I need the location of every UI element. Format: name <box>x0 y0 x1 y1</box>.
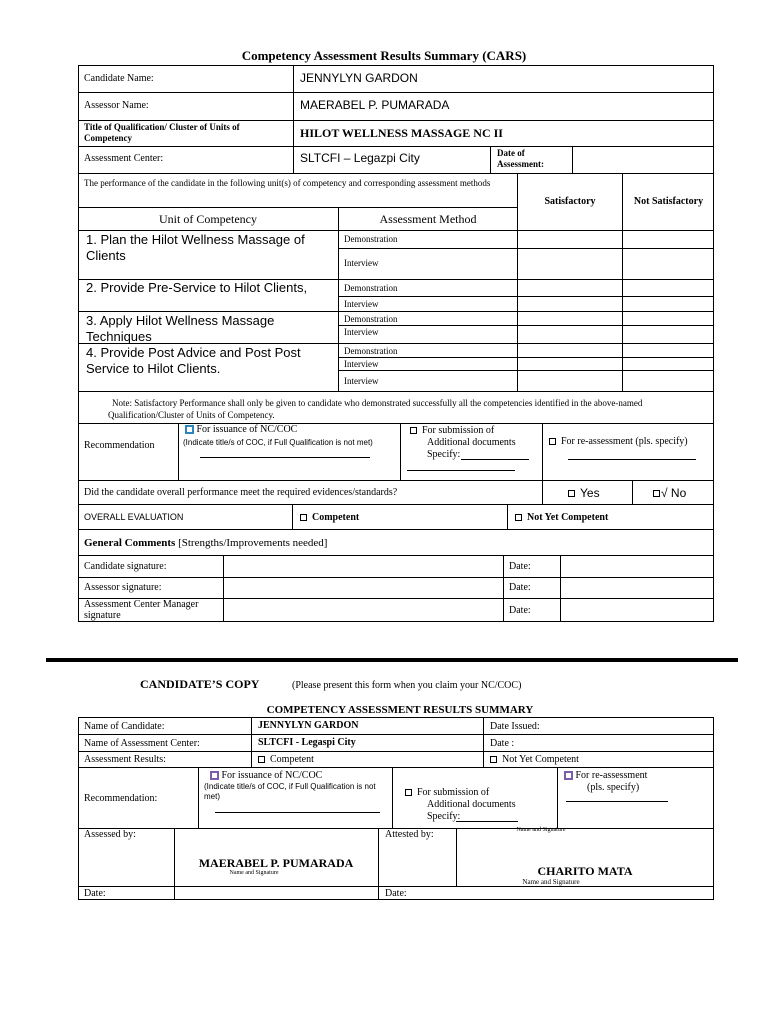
qualification-label: Title of Qualification/ Cluster of Units of Competency <box>84 122 240 143</box>
date-label-3: Date: <box>509 605 531 616</box>
col-satisfactory: Satisfactory <box>544 196 596 207</box>
form-title: Competency Assessment Results Summary (CARS) <box>241 48 527 63</box>
checkbox-icon[interactable] <box>564 771 573 780</box>
unit-4: 4. Provide Post Advice and Post Post Service to Hilot Clients. <box>86 345 301 376</box>
copy-assessor-name-signature: Name and Signature <box>229 870 279 876</box>
method-2a: Demonstration <box>344 283 398 293</box>
rec-issuance-note: (Indicate title/s of COC, if Full Qualification is not met) <box>183 438 373 447</box>
not-yet-competent-option[interactable]: Not Yet Competent <box>515 512 608 523</box>
rec-submission-line2: Additional documents <box>427 437 516 448</box>
rec-reassessment-option[interactable]: For re-assessment (pls. specify) <box>549 436 688 447</box>
copy-name-value: JENNYLYN GARDON <box>258 720 359 731</box>
copy-rec-reassessment-option[interactable]: For re-assessment <box>564 770 647 781</box>
overall-evaluation-label: OVERALL EVALUATION <box>84 512 184 522</box>
method-1b: Interview <box>344 258 379 268</box>
overall-question: Did the candidate overall performance meet the required evidences/standards? <box>84 487 398 498</box>
method-4b: Interview <box>344 359 379 369</box>
copy-attested-by-label: Attested by: <box>385 829 434 840</box>
assessor-name-value: MAERABEL P. PUMARADA <box>300 98 450 112</box>
copy-date-left: Date: <box>84 888 106 899</box>
copy-heading: CANDIDATE’S COPY <box>140 677 260 691</box>
candidate-name-value: JENNYLYN GARDON <box>300 71 418 85</box>
checkbox-icon[interactable] <box>258 756 265 763</box>
checkbox-icon[interactable] <box>185 425 194 434</box>
copy-rec-reassessment-line2: (pls. specify) <box>587 782 640 793</box>
cut-divider <box>46 658 738 662</box>
col-method: Assessment Method <box>379 212 477 226</box>
checkbox-icon[interactable] <box>405 789 412 796</box>
yes-option[interactable]: Yes <box>568 486 600 500</box>
copy-attester-name: CHARITO MATA <box>537 864 633 878</box>
copy-heading-note: (Please present this form when you claim your NC/COC) <box>292 680 522 691</box>
method-2b: Interview <box>344 299 379 309</box>
assessor-signature-label: Assessor signature: <box>84 582 162 593</box>
copy-center-label: Name of Assessment Center: <box>84 738 200 749</box>
copy-rec-issuance-note: (Indicate title/s of COC, if Full Qualification is not met) <box>204 782 376 801</box>
method-4c: Interview <box>344 376 379 386</box>
checkbox-icon[interactable] <box>653 490 660 497</box>
unit-2: 2. Provide Pre-Service to Hilot Clients, <box>86 280 308 295</box>
rec-submission-option[interactable]: For submission of <box>410 425 494 436</box>
copy-center-value: SLTCFI - Legaspi City <box>258 737 356 748</box>
copy-competent-option[interactable]: Competent <box>258 754 314 765</box>
copy-attester-name-signature: Name and Signature <box>522 878 580 886</box>
manager-signature-label: Assessment Center Manager signature <box>84 599 199 621</box>
copy-name-signature-top: Name and Signature <box>516 827 566 833</box>
col-not-satisfactory: Not Satisfactory <box>633 196 704 207</box>
method-3b: Interview <box>344 327 379 337</box>
method-4a: Demonstration <box>344 346 398 356</box>
checkbox-icon[interactable] <box>300 514 307 521</box>
checkbox-icon[interactable] <box>490 756 497 763</box>
copy-date-label: Date : <box>490 738 515 749</box>
copy-rec-submission-line2: Additional documents <box>427 799 516 810</box>
assessor-name-label: Assessor Name: <box>84 100 149 111</box>
copy-date-right: Date: <box>385 888 407 899</box>
center-label: Assessment Center: <box>84 153 164 164</box>
checkbox-icon[interactable] <box>549 438 556 445</box>
copy-results-label: Assessment Results: <box>84 754 166 765</box>
date-label-2: Date: <box>509 582 531 593</box>
rec-submission-line3: Specify: <box>427 449 461 460</box>
copy-date-issued-label: Date Issued: <box>490 721 540 732</box>
no-option[interactable]: √ No <box>653 486 686 500</box>
copy-name-label: Name of Candidate: <box>84 721 165 732</box>
date-of-assessment-label: Date of Assessment: <box>497 148 544 169</box>
date-label-1: Date: <box>509 561 531 572</box>
copy-rec-issuance-option[interactable]: For issuance of NC/COC <box>210 770 322 781</box>
copy-assessor-name: MAERABEL P. PUMARADA <box>198 856 354 870</box>
rec-issuance-option[interactable]: For issuance of NC/COC <box>185 424 297 435</box>
col-unit: Unit of Competency <box>159 212 257 226</box>
intro-text: The performance of the candidate in the following unit(s) of competency and corresponding assessment methods <box>84 178 491 188</box>
method-1a: Demonstration <box>344 234 398 244</box>
candidate-signature-label: Candidate signature: <box>84 561 167 572</box>
candidate-name-label: Candidate Name: <box>84 73 154 84</box>
checkbox-icon[interactable] <box>210 771 219 780</box>
unit-3: 3. Apply Hilot Wellness Massage Techniques <box>86 313 275 344</box>
checkbox-icon[interactable] <box>568 490 575 497</box>
recommendation-label: Recommendation <box>84 440 155 451</box>
competent-option[interactable]: Competent <box>300 512 359 523</box>
center-value: SLTCFI – Legazpi City <box>300 151 420 165</box>
copy-not-yet-competent-option[interactable]: Not Yet Competent <box>490 754 579 765</box>
copy-title: COMPETENCY ASSESSMENT RESULTS SUMMARY <box>266 704 534 716</box>
method-3a: Demonstration <box>344 314 398 324</box>
note-text: Note: Satisfactory Performance shall only be given to candidate who demonstrated successfully all the competencies identified in the above-named Qualification/Cluster of Units of Competency. <box>108 398 643 420</box>
checkbox-icon[interactable] <box>410 427 417 434</box>
copy-assessed-by-label: Assessed by: <box>84 829 136 840</box>
unit-1: 1. Plan the Hilot Wellness Massage of Clients <box>86 232 305 263</box>
copy-rec-submission-line3: Specify: <box>427 811 461 822</box>
copy-rec-submission-option[interactable]: For submission of <box>405 787 489 798</box>
general-comments: General Comments [Strengths/Improvements needed] <box>84 537 328 549</box>
checkbox-icon[interactable] <box>515 514 522 521</box>
qualification-value: HILOT WELLNESS MASSAGE NC II <box>300 126 503 140</box>
copy-recommendation-label: Recommendation: <box>84 793 158 804</box>
